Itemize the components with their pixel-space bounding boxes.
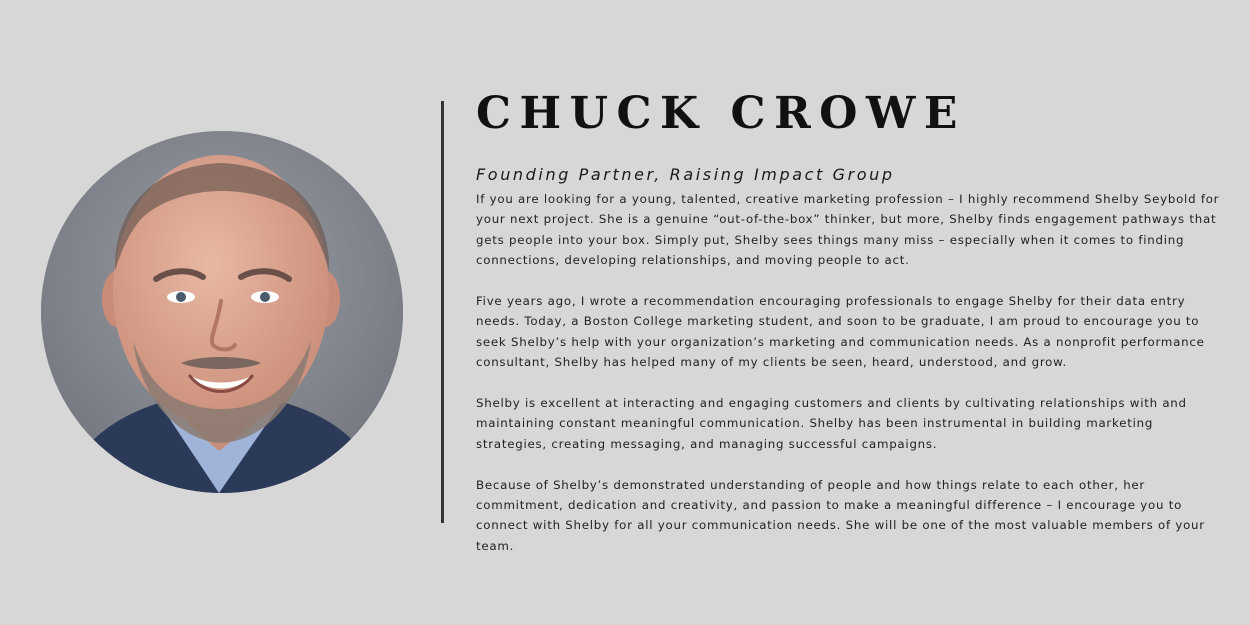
person-title: Founding Partner, Raising Impact Group xyxy=(476,165,895,184)
vertical-divider xyxy=(441,101,444,523)
headshot-photo xyxy=(41,131,403,493)
testimonial-content xyxy=(476,88,1228,556)
testimonial-paragraph: Shelby is excellent at interacting and engaging customers and clients by cultivating relationships with and maintaining constant meaningful communication. Shelby has been instrumental in building marketing strategies, creating messaging, and managing successful campaigns. xyxy=(476,396,1187,451)
person-name: CHUCK CROWE xyxy=(476,88,966,139)
profile-photo xyxy=(41,131,403,493)
testimonial-paragraph: Because of Shelby’s demonstrated understanding of people and how things relate to each other, her commitment, dedication and creativity, and passion to make a meaningful difference – I encourage you to connect with Shelby for all your communication needs. She will be one of the most valuable members of your team. xyxy=(476,477,1205,553)
testimonial-paragraph: Five years ago, I wrote a recommendation encouraging professionals to engage Shelby for their data entry needs. Today, a Boston College marketing student, and soon to be graduate, I am proud to encourage you to seek Shelby’s help with your organization’s marketing and communication needs. As a nonprofit performance consultant, Shelby has helped many of my clients be seen, heard, understood, and grow. xyxy=(476,294,1205,370)
testimonial-paragraph: If you are looking for a young, talented, creative marketing profession – I highly recommend Shelby Seybold for your next project. She is a genuine “out-of-the-box” thinker, but more, Shelby finds engagement pathways that gets people into your box. Simply put, Shelby sees things many miss – especially when it comes to finding connections, developing relationships, and moving people to act. xyxy=(476,192,1220,268)
